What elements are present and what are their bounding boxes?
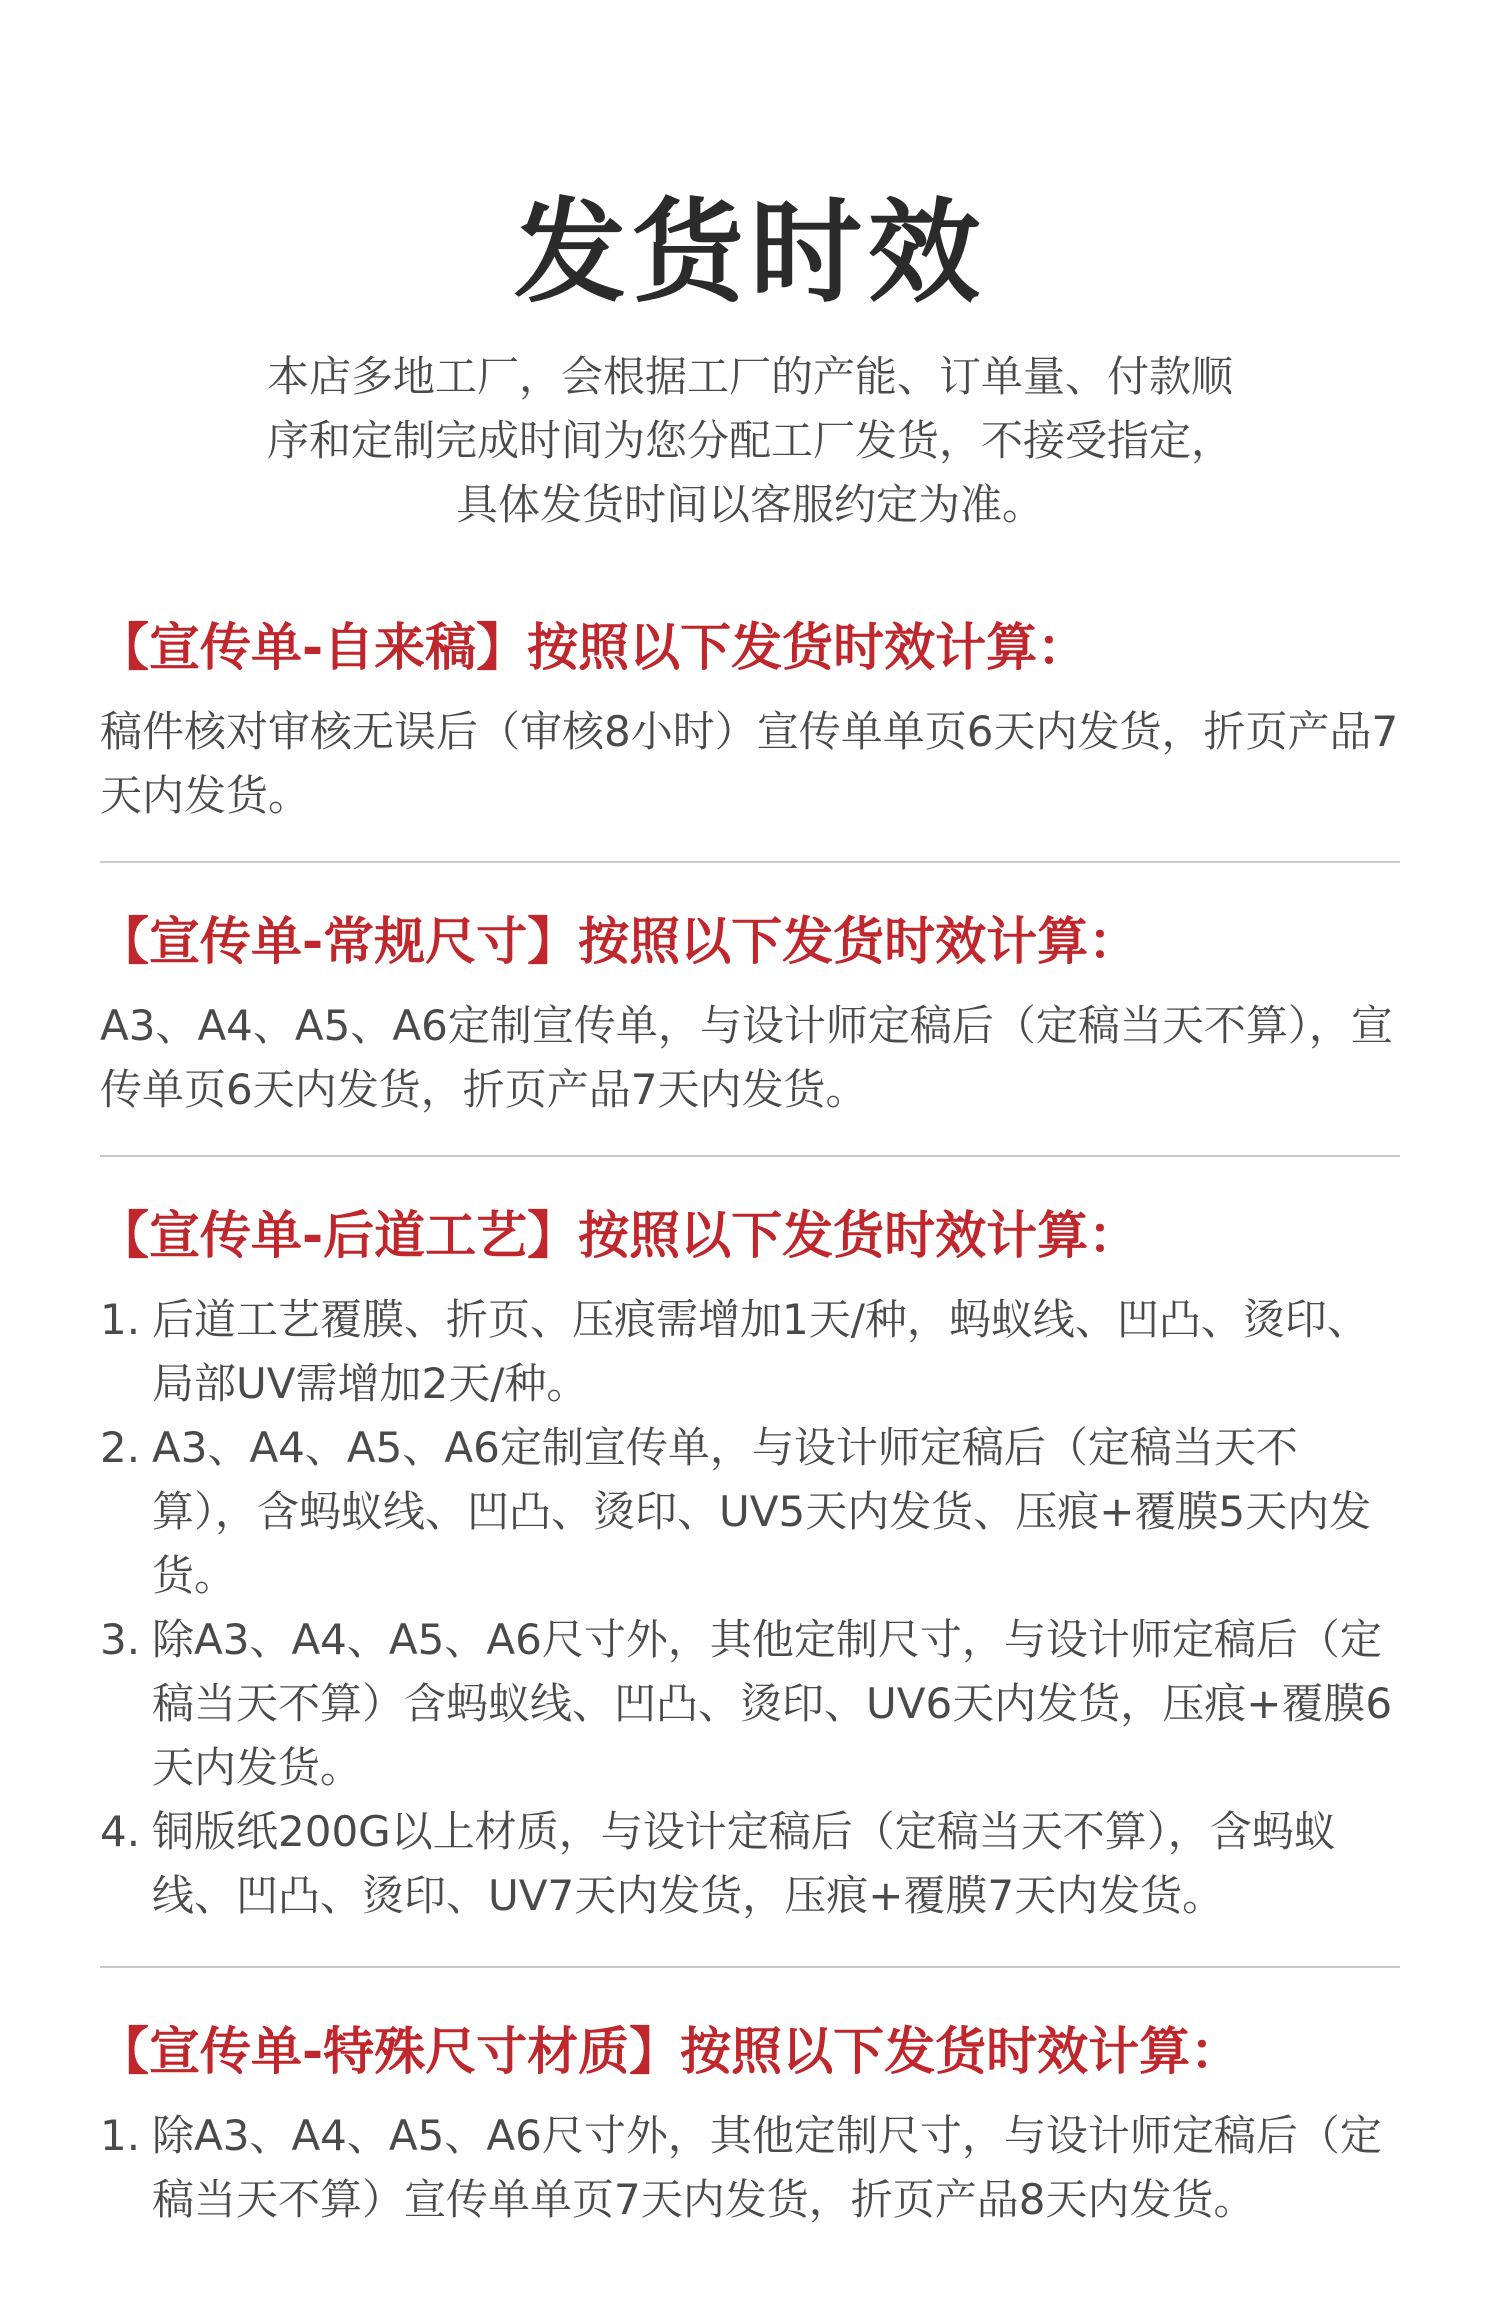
intro-text <box>150 345 1350 537</box>
list-item-number: 4. <box>100 1807 141 1856</box>
divider <box>100 861 1400 863</box>
list-item <box>98 2104 1398 2232</box>
list-item-text: 除A3、A4、A5、A6尺寸外，其他定制尺寸，与设计师定稿后（定稿当天不算）宣传单单页7天内发货，折页产品8天内发货。 <box>152 2111 1382 2224</box>
section-text: A3、A4、A5、A6定制宣传单，与设计师定稿后（定稿当天不算），宣传单页6天内发货，折页产品7天内发货。 <box>100 1001 1393 1114</box>
intro-line: 序和定制完成时间为您分配工厂发货，不接受指定， <box>266 416 1233 465</box>
section-special-size <box>98 2018 1398 2232</box>
list-item-number: 1. <box>100 2111 141 2160</box>
list-item-text: 除A3、A4、A5、A6尺寸外，其他定制尺寸，与设计师定稿后（定稿当天不算）含蚂蚁线、凹凸、烫印、UV6天内发货，压痕+覆膜6天内发货。 <box>152 1615 1393 1792</box>
list-item <box>98 1288 1398 1416</box>
section-text: 稿件核对审核无误后（审核8小时）宣传单单页6天内发货，折页产品7天内发货。 <box>100 707 1399 820</box>
divider <box>100 1155 1400 1157</box>
divider <box>100 1966 1400 1968</box>
list-item <box>98 1416 1398 1608</box>
section-post-process <box>98 1202 1398 1928</box>
section-self-artwork <box>98 614 1398 828</box>
section-standard-size <box>98 908 1398 1122</box>
list-item-number: 2. <box>100 1423 141 1472</box>
special-size-list <box>98 2104 1398 2232</box>
list-item-number: 3. <box>100 1615 141 1664</box>
section-heading: 【宣传单-后道工艺】按照以下发货时效计算： <box>98 1207 1140 1266</box>
page-title: 发货时效 <box>514 188 986 318</box>
intro-line: 本店多地工厂，会根据工厂的产能、订单量、付款顺 <box>266 352 1233 401</box>
section-heading: 【宣传单-特殊尺寸材质】按照以下发货时效计算： <box>98 2023 1242 2082</box>
list-item-text: A3、A4、A5、A6定制宣传单，与设计师定稿后（定稿当天不算），含蚂蚁线、凹凸、烫印、UV5天内发货、压痕+覆膜5天内发货。 <box>152 1423 1372 1600</box>
section-heading: 【宣传单-自来稿】按照以下发货时效计算： <box>98 619 1089 678</box>
list-item <box>98 1800 1398 1928</box>
post-process-list <box>98 1288 1398 1928</box>
section-heading: 【宣传单-常规尺寸】按照以下发货时效计算： <box>98 913 1140 972</box>
list-item-text: 后道工艺覆膜、折页、压痕需增加1天/种，蚂蚁线、凹凸、烫印、局部UV需增加2天/种。 <box>152 1295 1369 1408</box>
list-item-text: 铜版纸200G以上材质，与设计定稿后（定稿当天不算），含蚂蚁线、凹凸、烫印、UV7天内发货，压痕+覆膜7天内发货。 <box>152 1807 1336 1920</box>
list-item <box>98 1608 1398 1800</box>
intro-line: 具体发货时间以客服约定为准。 <box>455 480 1044 529</box>
list-item-number: 1. <box>100 1295 141 1344</box>
